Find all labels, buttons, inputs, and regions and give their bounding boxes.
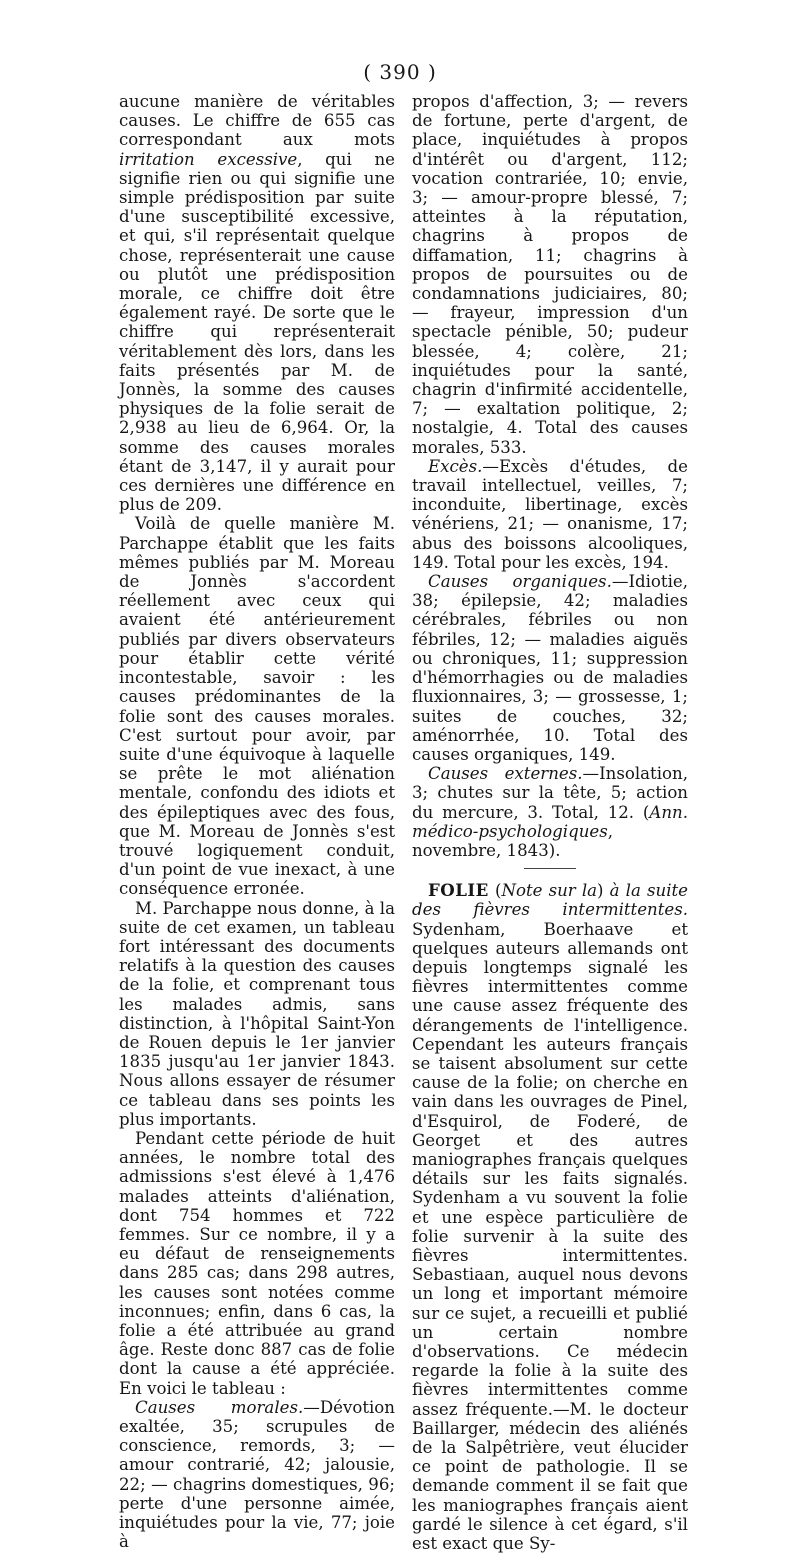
italic-term: irritation excessive [119, 149, 298, 169]
paragraph-folie-fievres [412, 881, 688, 1553]
entry-subtitle: à la suite des fièvres intermittentes. [412, 881, 688, 920]
text-run: ( [488, 881, 502, 901]
paragraph-exces [412, 457, 688, 572]
text-run: —Excès d'études, de travail intellectuel, veilles, 7; inconduite, libertinage, excès vénériens, 21; — onanisme, 17; abus des boissons alcooliques, 149. Total pour les excès, 194. [412, 456, 688, 572]
section-heading-causes-organiques: Causes organiques. [428, 572, 612, 592]
paragraph-causes-externes [412, 764, 688, 860]
text-run: —Dévotion exaltée, 35; scrupules de conscience, remords, 3; — amour contrarié, 42; jalousie, 22; — chagrins domestiques, 96; perte d'une personne aimée, inquiétudes pour la vie, 77; joie à [119, 1397, 395, 1552]
text-run: —Insolation, 3; chutes sur la tête, 5; action du mercure, 3. Total, 12. ( [412, 764, 688, 822]
left-column [119, 92, 395, 1551]
paragraph-causes-discussion [119, 92, 395, 514]
section-heading-causes-externes: Causes externes. [428, 764, 583, 784]
text-run: , qui ne signifie rien ou qui signifie une simple prédisposition par suite d'une susceptibilité excessive, et qui, s'il représentait quelque chose, représenterait une cause ou plutôt une prédisposition morale, ce chiffre doit être également rayé. De sorte que le chiffre qui représenterait véritablement dès lors, dans les faits présentés par M. de Jonnès, la somme des causes physiques de la folie serait de 2,938 au lieu de 6,964. Or, la somme des causes morales étant de 3,147, il y aurait pour ces dernières une différence en plus de 209. [119, 149, 395, 515]
paragraph-causes-morales-continued: propos d'affection, 3; — revers de fortune, perte d'argent, de place, inquiétudes à propos d'intérêt ou d'argent, 112; vocation contrariée, 10; envie, 3; — amour-propre blessé, 7; atteintes à la réputation, chagrins à propos de diffamation, 11; chagrins à propos de poursuites ou de condamnations judiciaires, 80; — frayeur, impression d'un spectacle pénible, 50; pudeur blessée, 4; colère, 21; inquiétudes pour la santé, chagrin d'infirmité accidentelle, 7; — exaltation politique, 2; nostalgie, 4. Total des causes morales, 533. [412, 92, 688, 457]
text-run: aucune manière de véritables causes. Le chiffre de 655 cas correspondant aux mots [119, 92, 395, 150]
section-heading-causes-morales: Causes morales. [135, 1397, 304, 1417]
italic-term: Note sur la [501, 881, 598, 901]
right-column [412, 92, 688, 1553]
page-number: ( 390 ) [363, 60, 437, 84]
text-run: —Idiotie, 38; épilepsie, 42; maladies cérébrales, fébriles ou non fébriles, 12; — maladies aiguës ou chroniques, 11; suppression d'hémorrhagies ou de maladies fluxionnaires, 3; — grossesse, 1; suites de couches, 32; aménorrhée, 10. Total des causes organiques, 149. [412, 572, 688, 764]
section-heading-exces: Excès. [428, 456, 483, 476]
text-run: , novembre, 1843). [412, 821, 614, 860]
paragraph-tableau: M. Parchappe nous donne, à la suite de cet examen, un tableau fort intéressant des documents relatifs à la question des causes de la folie, et comprenant tous les malades admis, sans distinction, à l'hôpital Saint-Yon de Rouen depuis le 1er janvier 1835 jusqu'au 1er janvier 1843. Nous allons essayer de résumer ce tableau dans ses points les plus importants. [119, 898, 395, 1129]
citation-title: Ann. médico-psychologiques [412, 802, 688, 841]
text-run: Sydenham, Boerhaave et quelques auteurs allemands ont depuis longtemps signalé les fièvres intermittentes comme une cause assez fréquente des dérangements de l'intelligence. Cependant les auteurs français se taisent absolument sur cette cause de la folie; on cherche en vain dans les ouvrages de Pinel, d'Esquirol, de Foderé, de Georget et des autres maniographes français quelques détails sur les faits signalés. Sydenham a vu souvent la folie et une espèce particulière de folie survenir à la suite des fièvres intermittentes. Sebastiaan, auquel nous devons un long et important mémoire sur ce sujet, a recueilli et publié un certain nombre d'observations. Ce médecin regarde la folie à la suite des fièvres intermittentes comme assez fréquente.—M. le docteur Baillarger, médecin des aliénés de la Salpêtrière, veut élucider ce point de pathologie. Il se demande comment il se fait que les maniographes français aient gardé le silence à cet égard, s'il est exact que Sy- [412, 919, 688, 1553]
entry-headword: FOLIE [428, 880, 489, 901]
paragraph-periode: Pendant cette période de huit années, le nombre total des admissions s'est élevé à 1,476 malades atteints d'aliénation, dont 754 hommes et 722 femmes. Sur ce nombre, il y a eu défaut de renseignements dans 285 cas; dans 298 autres, les causes sont notées comme inconnues; enfin, dans 6 cas, la folie a été attribuée au grand âge. Reste donc 887 cas de folie dont la cause a été appréciée. En voici le tableau : [119, 1128, 395, 1398]
paragraph-parchappe: Voilà de quelle manière M. Parchappe établit que les faits mêmes publiés par M. Moreau de Jonnès s'accordent réellement avec ceux qui avaient été antérieurement publiés par divers observateurs pour établir cette vérité incontestable, savoir : les causes prédominantes de la folie sont des causes morales. C'est surtout pour avoir, par suite d'une équivoque à laquelle se prête le mot aliénation mentale, confondu des idiots et des épileptiques avec des fous, que M. Moreau de Jonnès s'est trouvé logiquement conduit, d'un point de vue inexact, à une conséquence erronée. [119, 514, 395, 899]
section-divider [524, 868, 576, 869]
paragraph-causes-morales [119, 1398, 395, 1552]
paragraph-causes-organiques [412, 572, 688, 764]
text-run: ) [597, 881, 610, 901]
